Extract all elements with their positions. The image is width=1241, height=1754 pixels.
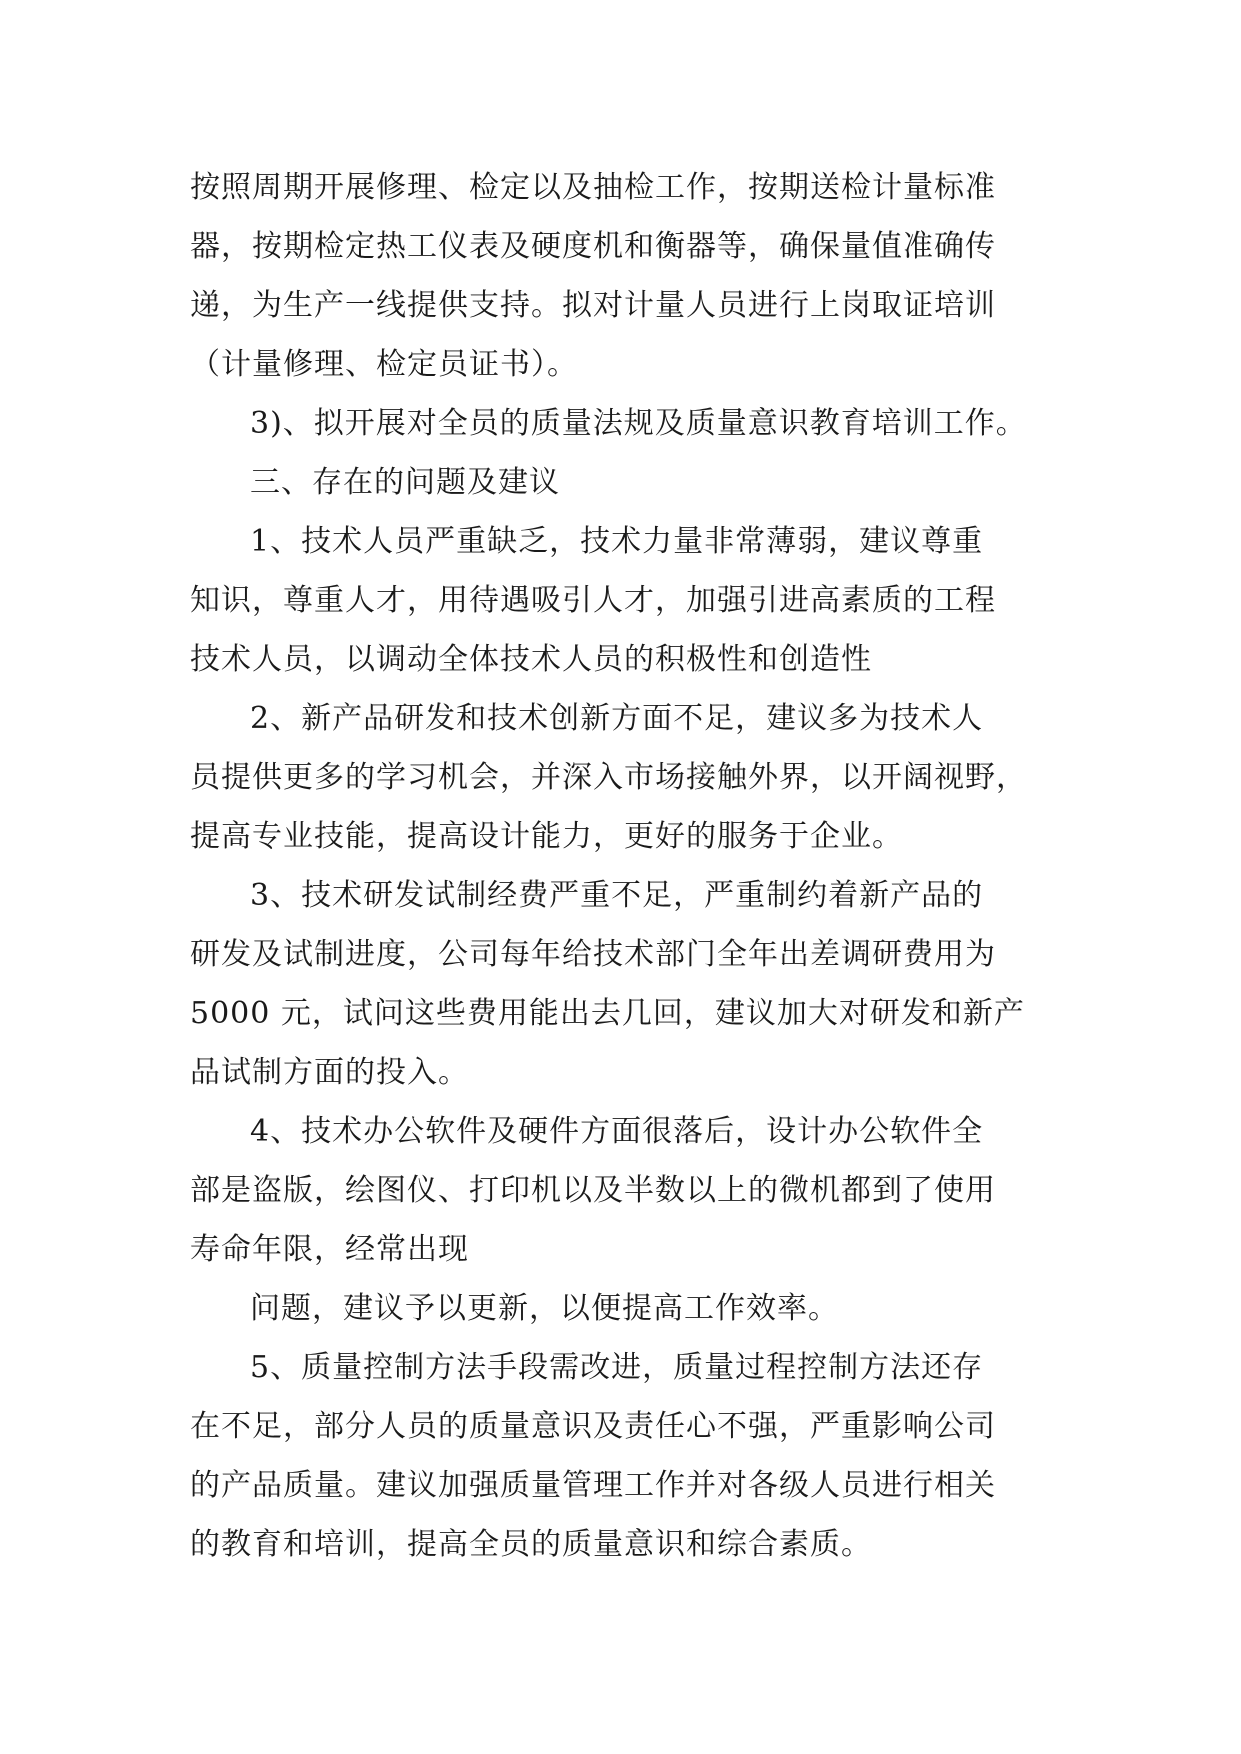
paragraph-item-4-continuation: 问题，建议予以更新，以便提高工作效率。 xyxy=(250,1291,839,1326)
section-heading-problems-suggestions: 三、存在的问题及建议 xyxy=(250,465,560,500)
paragraph-item-5-quality-control: 5、质量控制方法手段需改进，质量过程控制方法还存 在不足，部分人员的质量意识及责任心不强，严重影响公司 的产品质量。建议加强质量管理工作并对各级人员进行相关 的教育和培训，提高全员的质量意识和综合素质。 xyxy=(190,1350,996,1562)
document-body xyxy=(190,158,1065,1574)
paragraph-item-1-staff-shortage: 1、技术人员严重缺乏，技术力量非常薄弱，建议尊重 知识，尊重人才，用待遇吸引人才，加强引进高素质的工程 技术人员，以调动全体技术人员的积极性和创造性 xyxy=(190,524,996,677)
paragraph-quality-training: 3)、拟开展对全员的质量法规及质量意识教育培训工作。 xyxy=(250,406,1027,441)
paragraph-item-2-innovation: 2、新产品研发和技术创新方面不足，建议多为技术人 员提供更多的学习机会，并深入市场接触外界，以开阔视野， 提高专业技能，提高设计能力，更好的服务于企业。 xyxy=(190,701,1027,854)
paragraph-metering-work: 按照周期开展修理、检定以及抽检工作，按期送检计量标准 器，按期检定热工仪表及硬度机和衡器等，确保量值准确传 递，为生产一线提供支持。拟对计量人员进行上岗取证培训 （计量修理、检定员证书）。 xyxy=(190,170,996,382)
paragraph-item-3-funding: 3、技术研发试制经费严重不足，严重制约着新产品的 研发及试制进度，公司每年给技术部门全年出差调研费用为 5000 元，试问这些费用能出去几回，建议加大对研发和新产 品试制方面的投入。 xyxy=(190,878,1025,1090)
paragraph-item-4-software-hardware: 4、技术办公软件及硬件方面很落后，设计办公软件全 部是盗版，绘图仪、打印机以及半数以上的微机都到了使用 寿命年限，经常出现 xyxy=(190,1114,996,1267)
